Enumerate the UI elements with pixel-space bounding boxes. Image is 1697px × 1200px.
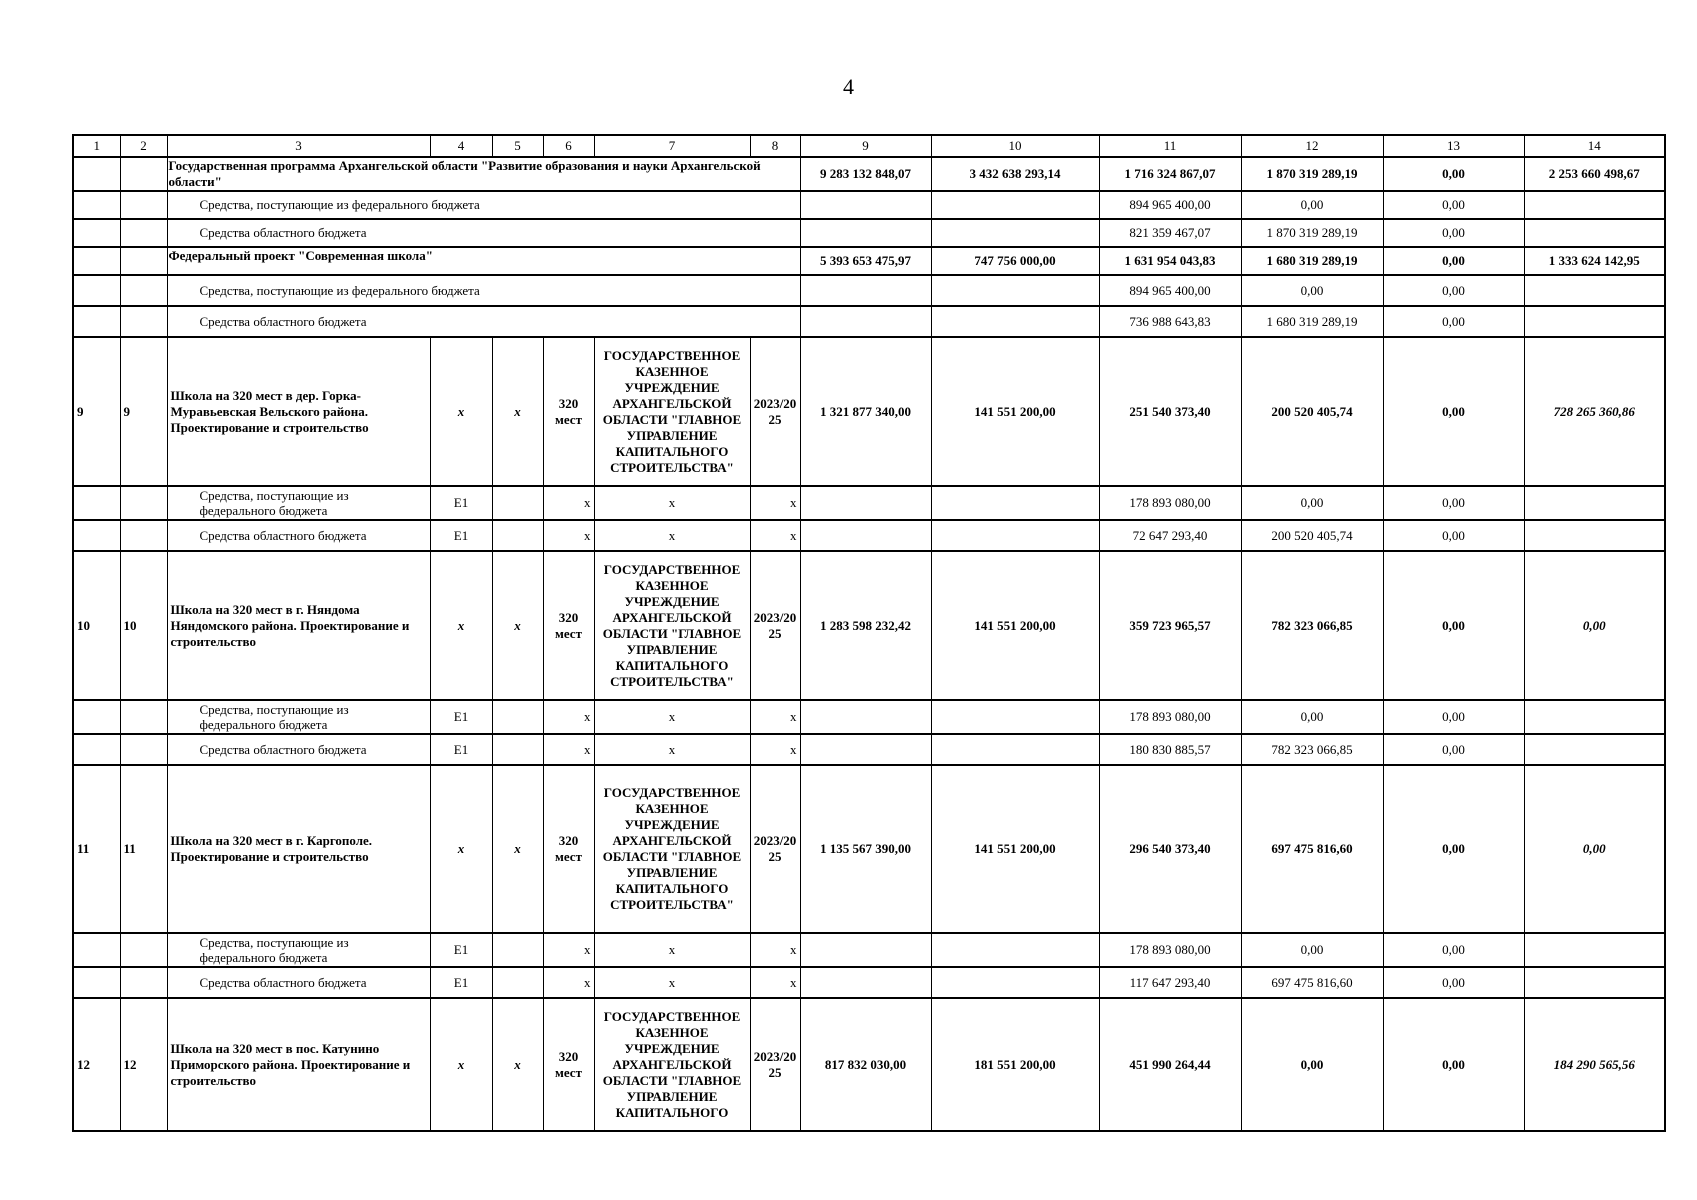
object-name: Школа на 320 мест в г. Няндома Няндомского района. Проектирование и строительство (167, 551, 430, 700)
value-cell: 117 647 293,40 (1099, 967, 1241, 998)
x-mark: x (543, 734, 594, 765)
project-federal-row (73, 275, 1665, 306)
object-regional-row (73, 967, 1665, 998)
x-mark: x (492, 551, 543, 700)
funding-label: Средства областного бюджета (167, 967, 430, 998)
value-cell: 0,00 (1241, 998, 1383, 1131)
value-cell: 9 283 132 848,07 (800, 157, 931, 191)
value-cell: 894 965 400,00 (1099, 275, 1241, 306)
value-cell: 0,00 (1383, 191, 1524, 219)
object-row (73, 765, 1665, 933)
value-cell: 72 647 293,40 (1099, 520, 1241, 551)
period-cell: 2023/2025 (750, 337, 800, 486)
value-cell: 3 432 638 293,14 (931, 157, 1099, 191)
row-number: 9 (120, 337, 167, 486)
x-mark: x (492, 998, 543, 1131)
row-number: 11 (120, 765, 167, 933)
x-mark: x (543, 486, 594, 520)
value-cell: 817 832 030,00 (800, 998, 931, 1131)
value-cell: 200 520 405,74 (1241, 337, 1383, 486)
value-cell: 1 680 319 289,19 (1241, 247, 1383, 275)
header-cell: 14 (1524, 135, 1665, 157)
x-mark: x (543, 933, 594, 967)
x-mark: x (430, 765, 492, 933)
x-mark: x (594, 700, 750, 734)
funding-label: Средства, поступающие из федерального бюджета (167, 191, 800, 219)
value-cell: 1 283 598 232,42 (800, 551, 931, 700)
value-cell: 1 135 567 390,00 (800, 765, 931, 933)
code-cell: E1 (430, 520, 492, 551)
value-cell: 0,00 (1383, 700, 1524, 734)
object-regional-row (73, 520, 1665, 551)
value-cell: 0,00 (1383, 486, 1524, 520)
value-cell: 0,00 (1383, 247, 1524, 275)
code-cell: E1 (430, 700, 492, 734)
funding-label: Средства, поступающие из федерального бюджета (167, 275, 800, 306)
funding-label: Средства, поступающие из федерального бюджета (167, 700, 430, 734)
header-cell: 6 (543, 135, 594, 157)
program-total-row (73, 157, 1665, 191)
value-cell: 821 359 467,07 (1099, 219, 1241, 247)
header-cell: 5 (492, 135, 543, 157)
object-row (73, 551, 1665, 700)
object-name: Школа на 320 мест в дер. Горка-Муравьевская Вельского района. Проектирование и строительство (167, 337, 430, 486)
value-cell: 0,00 (1383, 998, 1524, 1131)
header-cell: 10 (931, 135, 1099, 157)
value-cell: 736 988 643,83 (1099, 306, 1241, 337)
object-federal-row (73, 486, 1665, 520)
value-cell: 178 893 080,00 (1099, 700, 1241, 734)
object-federal-row (73, 933, 1665, 967)
header-cell: 3 (167, 135, 430, 157)
value-cell: 0,00 (1524, 551, 1665, 700)
value-cell: 1 333 624 142,95 (1524, 247, 1665, 275)
x-mark: x (492, 765, 543, 933)
value-cell: 141 551 200,00 (931, 337, 1099, 486)
value-cell: 5 393 653 475,97 (800, 247, 931, 275)
x-mark: x (430, 551, 492, 700)
funding-label: Средства областного бюджета (167, 734, 430, 765)
value-cell: 747 756 000,00 (931, 247, 1099, 275)
value-cell: 0,00 (1383, 219, 1524, 247)
row-number: 11 (73, 765, 120, 933)
x-mark: x (750, 520, 800, 551)
x-mark: x (594, 734, 750, 765)
capacity-cell: 320 мест (543, 765, 594, 933)
value-cell: 451 990 264,44 (1099, 998, 1241, 1131)
contractor-cell: ГОСУДАРСТВЕННОЕ КАЗЕННОЕ УЧРЕЖДЕНИЕ АРХАНГЕЛЬСКОЙ ОБЛАСТИ "ГЛАВНОЕ УПРАВЛЕНИЕ КАПИТАЛЬНОГО (594, 998, 750, 1131)
header-cell: 7 (594, 135, 750, 157)
value-cell: 728 265 360,86 (1524, 337, 1665, 486)
funding-label: Средства областного бюджета (167, 306, 800, 337)
object-name: Школа на 320 мест в пос. Катунино Приморского района. Проектирование и строительство (167, 998, 430, 1131)
value-cell: 697 475 816,60 (1241, 967, 1383, 998)
capacity-cell: 320 мест (543, 337, 594, 486)
value-cell: 251 540 373,40 (1099, 337, 1241, 486)
object-name: Школа на 320 мест в г. Каргополе. Проектирование и строительство (167, 765, 430, 933)
x-mark: x (750, 933, 800, 967)
value-cell: 0,00 (1383, 765, 1524, 933)
code-cell: E1 (430, 734, 492, 765)
capacity-cell: 320 мест (543, 551, 594, 700)
value-cell: 0,00 (1383, 275, 1524, 306)
header-cell: 1 (73, 135, 120, 157)
code-cell: E1 (430, 967, 492, 998)
value-cell: 0,00 (1241, 191, 1383, 219)
code-cell: E1 (430, 486, 492, 520)
project-total-row (73, 247, 1665, 275)
page-number: 4 (843, 74, 854, 99)
value-cell: 0,00 (1383, 306, 1524, 337)
column-number-row (73, 135, 1665, 157)
period-cell: 2023/2025 (750, 998, 800, 1131)
x-mark: x (594, 967, 750, 998)
value-cell: 0,00 (1383, 967, 1524, 998)
x-mark: x (594, 520, 750, 551)
value-cell: 0,00 (1241, 933, 1383, 967)
value-cell: 141 551 200,00 (931, 551, 1099, 700)
row-number: 10 (120, 551, 167, 700)
value-cell: 1 680 319 289,19 (1241, 306, 1383, 337)
x-mark: x (594, 486, 750, 520)
object-row (73, 337, 1665, 486)
value-cell: 0,00 (1241, 700, 1383, 734)
value-cell: 0,00 (1241, 275, 1383, 306)
budget-table (72, 134, 1666, 1132)
x-mark: x (430, 998, 492, 1131)
capacity-cell: 320 мест (543, 998, 594, 1131)
header-cell: 11 (1099, 135, 1241, 157)
value-cell: 782 323 066,85 (1241, 734, 1383, 765)
x-mark: x (543, 967, 594, 998)
value-cell: 894 965 400,00 (1099, 191, 1241, 219)
value-cell: 181 551 200,00 (931, 998, 1099, 1131)
header-cell: 2 (120, 135, 167, 157)
value-cell: 1 631 954 043,83 (1099, 247, 1241, 275)
row-number: 9 (73, 337, 120, 486)
funding-label: Средства, поступающие из федерального бюджета (167, 486, 430, 520)
row-number: 10 (73, 551, 120, 700)
value-cell: 0,00 (1383, 933, 1524, 967)
x-mark: x (492, 337, 543, 486)
contractor-cell: ГОСУДАРСТВЕННОЕ КАЗЕННОЕ УЧРЕЖДЕНИЕ АРХАНГЕЛЬСКОЙ ОБЛАСТИ "ГЛАВНОЕ УПРАВЛЕНИЕ КАПИТАЛЬНОГО СТРОИТЕЛЬСТВА" (594, 337, 750, 486)
value-cell: 1 716 324 867,07 (1099, 157, 1241, 191)
header-cell: 13 (1383, 135, 1524, 157)
value-cell: 0,00 (1383, 520, 1524, 551)
value-cell: 180 830 885,57 (1099, 734, 1241, 765)
x-mark: x (430, 337, 492, 486)
value-cell: 0,00 (1383, 157, 1524, 191)
value-cell: 141 551 200,00 (931, 765, 1099, 933)
code-cell: E1 (430, 933, 492, 967)
value-cell: 178 893 080,00 (1099, 486, 1241, 520)
value-cell: 0,00 (1383, 337, 1524, 486)
row-number: 12 (73, 998, 120, 1131)
period-cell: 2023/2025 (750, 765, 800, 933)
value-cell: 0,00 (1383, 551, 1524, 700)
program-regional-row (73, 219, 1665, 247)
value-cell: 184 290 565,56 (1524, 998, 1665, 1131)
value-cell: 697 475 816,60 (1241, 765, 1383, 933)
funding-label: Средства, поступающие из федерального бюджета (167, 933, 430, 967)
value-cell: 2 253 660 498,67 (1524, 157, 1665, 191)
value-cell: 0,00 (1383, 734, 1524, 765)
header-cell: 4 (430, 135, 492, 157)
funding-label: Средства областного бюджета (167, 520, 430, 551)
value-cell: 359 723 965,57 (1099, 551, 1241, 700)
x-mark: x (750, 700, 800, 734)
value-cell: 0,00 (1524, 765, 1665, 933)
contractor-cell: ГОСУДАРСТВЕННОЕ КАЗЕННОЕ УЧРЕЖДЕНИЕ АРХАНГЕЛЬСКОЙ ОБЛАСТИ "ГЛАВНОЕ УПРАВЛЕНИЕ КАПИТАЛЬНОГО СТРОИТЕЛЬСТВА" (594, 551, 750, 700)
value-cell: 0,00 (1241, 486, 1383, 520)
header-cell: 8 (750, 135, 800, 157)
value-cell: 1 870 319 289,19 (1241, 157, 1383, 191)
header-cell: 9 (800, 135, 931, 157)
value-cell: 782 323 066,85 (1241, 551, 1383, 700)
program-federal-row (73, 191, 1665, 219)
value-cell: 1 870 319 289,19 (1241, 219, 1383, 247)
x-mark: x (750, 967, 800, 998)
row-number: 12 (120, 998, 167, 1131)
x-mark: x (750, 486, 800, 520)
object-regional-row (73, 734, 1665, 765)
x-mark: x (543, 700, 594, 734)
value-cell: 178 893 080,00 (1099, 933, 1241, 967)
value-cell: 296 540 373,40 (1099, 765, 1241, 933)
x-mark: x (543, 520, 594, 551)
period-cell: 2023/2025 (750, 551, 800, 700)
header-cell: 12 (1241, 135, 1383, 157)
value-cell: 200 520 405,74 (1241, 520, 1383, 551)
x-mark: x (594, 933, 750, 967)
x-mark: x (750, 734, 800, 765)
value-cell: 1 321 877 340,00 (800, 337, 931, 486)
project-title: Федеральный проект "Современная школа" (167, 247, 800, 275)
funding-label: Средства областного бюджета (167, 219, 800, 247)
object-row (73, 998, 1665, 1131)
object-federal-row (73, 700, 1665, 734)
project-regional-row (73, 306, 1665, 337)
program-title: Государственная программа Архангельской области "Развитие образования и науки Архангельской области" (167, 157, 800, 191)
contractor-cell: ГОСУДАРСТВЕННОЕ КАЗЕННОЕ УЧРЕЖДЕНИЕ АРХАНГЕЛЬСКОЙ ОБЛАСТИ "ГЛАВНОЕ УПРАВЛЕНИЕ КАПИТАЛЬНОГО СТРОИТЕЛЬСТВА" (594, 765, 750, 933)
